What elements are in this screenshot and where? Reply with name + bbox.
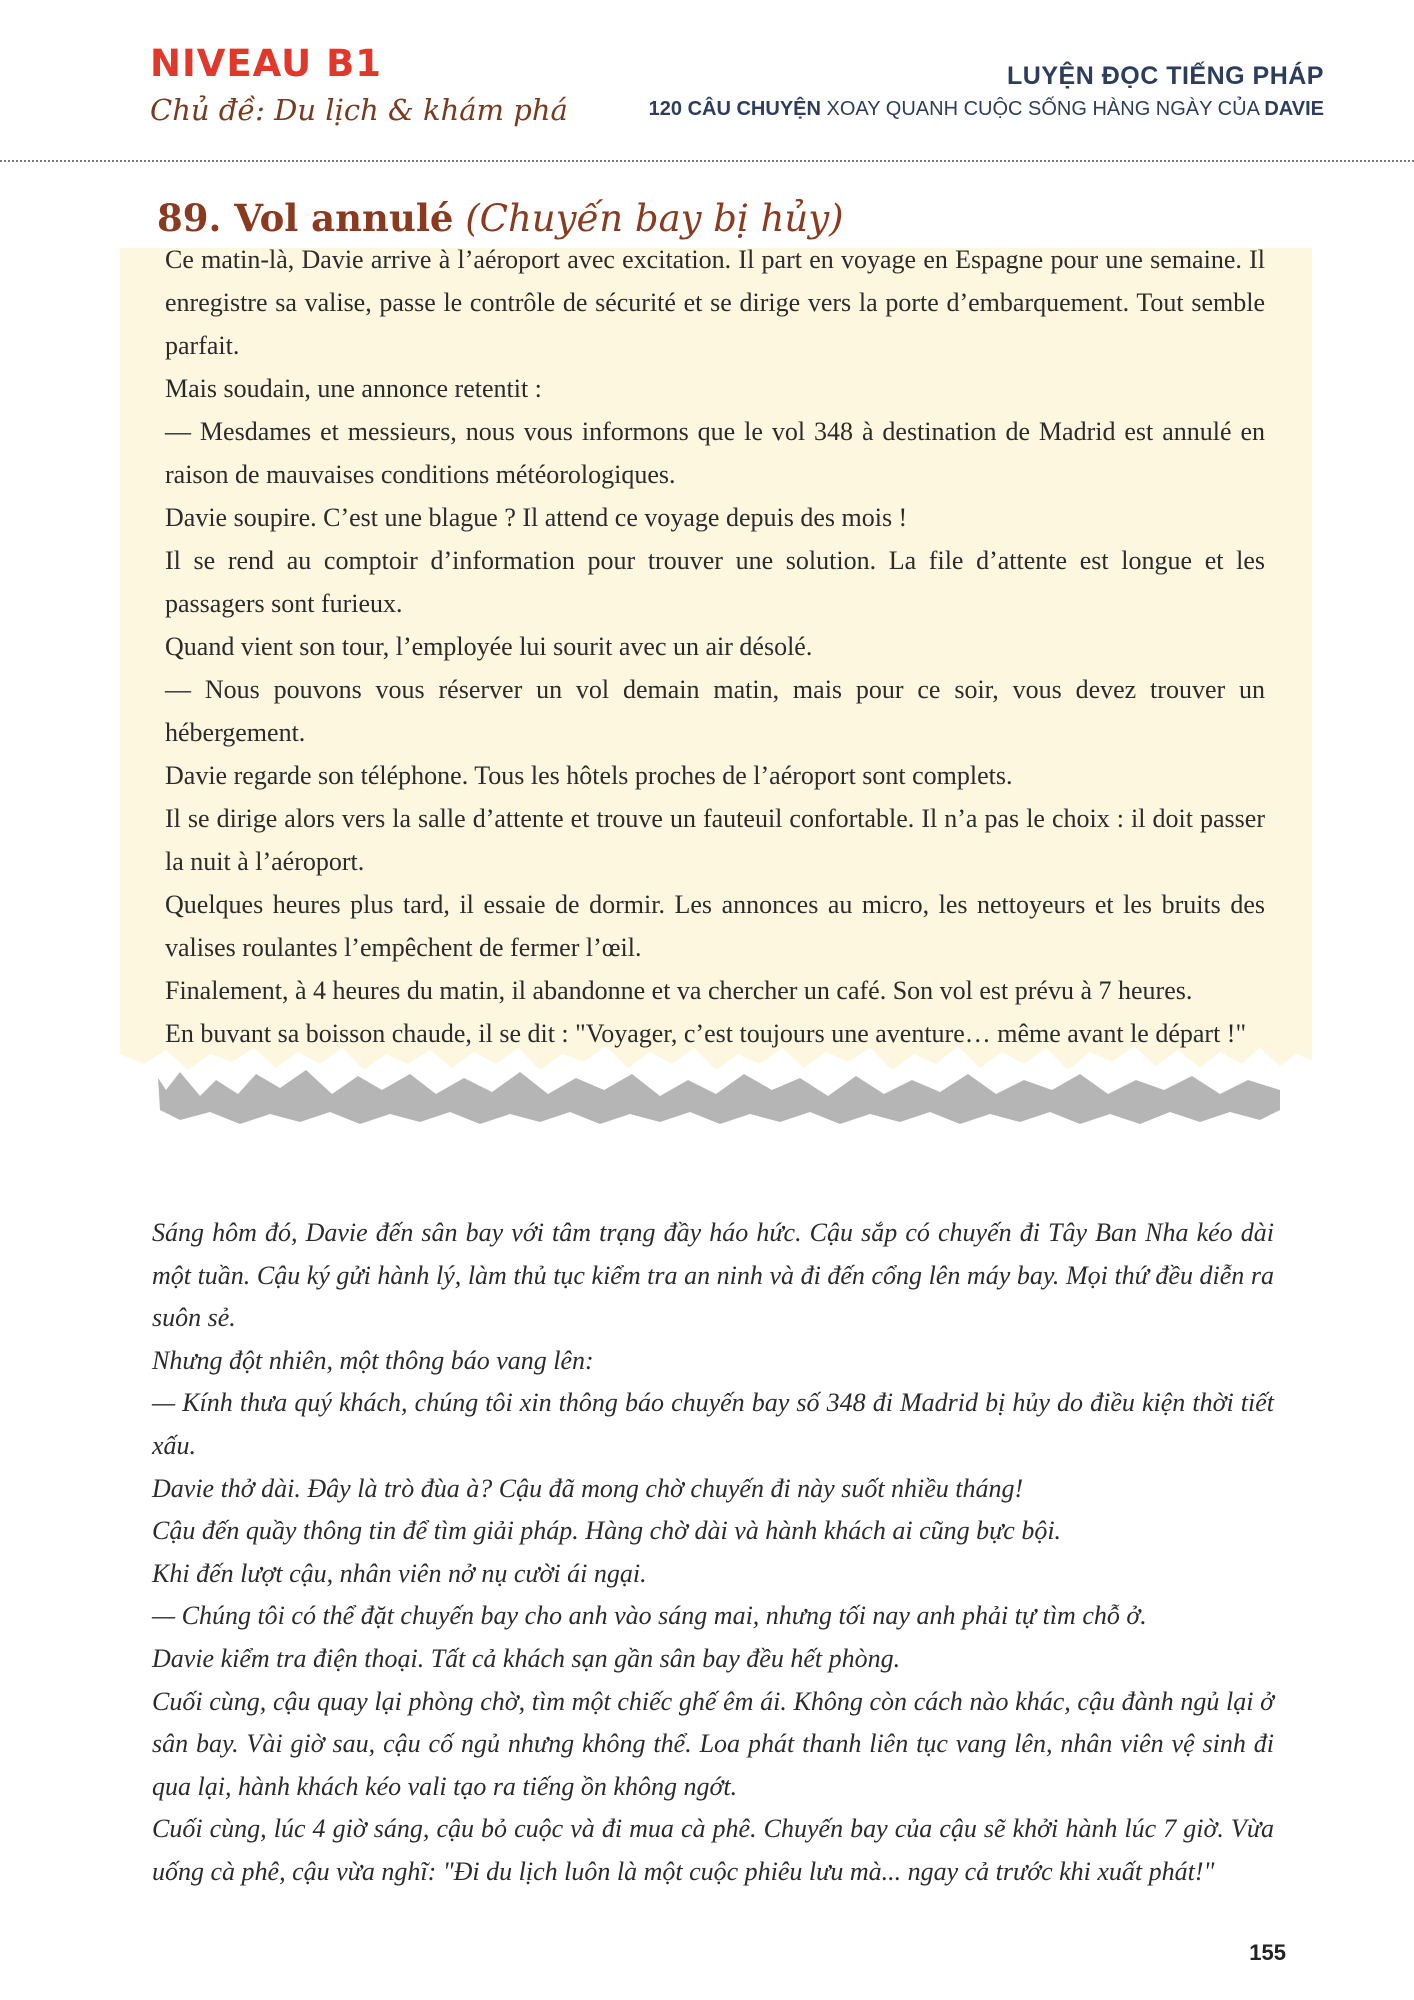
story-title [157, 195, 844, 242]
vietnamese-paragraph: Cậu đến quầy thông tin để tìm giải pháp. Hàng chờ dài và hành khách ai cũng bực bội. [152, 1516, 1062, 1546]
vietnamese-paragraph: Davie thở dài. Đây là trò đùa à? Cậu đã mong chờ chuyến đi này suốt nhiều tháng! [152, 1473, 1024, 1503]
header-divider [0, 160, 1414, 162]
french-paragraph: Quand vient son tour, l’employée lui sourit avec un air désolé. [165, 632, 813, 661]
topic-label: Chủ đề: Du lịch & khám phá [150, 93, 568, 127]
french-paragraph: — Mesdames et messieurs, nous vous informons que le vol 348 à destination de Madrid est annulé en raison de mauvaises conditions météorologiques. [165, 417, 1265, 489]
series-description: XOAY QUANH CUỘC SỐNG HÀNG NGÀY CỦA [820, 98, 1265, 120]
level-label: NIVEAU B1 [150, 42, 383, 85]
series-title: LUYỆN ĐỌC TIẾNG PHÁP [1007, 62, 1324, 90]
vietnamese-paragraph: Khi đến lượt cậu, nhân viên nở nụ cười ái ngại. [152, 1558, 647, 1588]
french-paragraph: Il se dirige alors vers la salle d’attente et trouve un fauteuil confortable. Il n’a pas le choix : il doit passer la nuit à l’aéroport. [165, 804, 1265, 876]
vietnamese-paragraph: Davie kiểm tra điện thoại. Tất cả khách sạn gần sân bay đều hết phòng. [152, 1643, 901, 1673]
french-paragraph: En buvant sa boisson chaude, il se dit : "Voyager, c’est toujours une aventure… même avant le départ !" [165, 1019, 1247, 1048]
story-title-french: 89. Vol annulé [157, 196, 454, 240]
header-left [150, 42, 568, 130]
french-paragraph: Ce matin-là, Davie arrive à l’aéroport avec excitation. Il part en voyage en Espagne pour une semaine. Il enregistre sa valise, passe le contrôle de sécurité et se dirige vers la porte d’embarquement. Tout semble parfait. [165, 245, 1265, 360]
french-paragraph: Davie soupire. C’est une blague ? Il attend ce voyage depuis des mois ! [165, 503, 908, 532]
french-paragraph: Davie regarde son téléphone. Tous les hôtels proches de l’aéroport sont complets. [165, 761, 1013, 790]
vietnamese-paragraph: Nhưng đột nhiên, một thông báo vang lên: [152, 1345, 594, 1375]
vietnamese-translation-text [152, 1212, 1274, 1894]
vietnamese-paragraph: Cuối cùng, cậu quay lại phòng chờ, tìm một chiếc ghế êm ái. Không còn cách nào khác, cậu đành ngủ lại ở sân bay. Vài giờ sau, cậu cố ngủ nhưng không thể. Loa phát thanh liên tục vang lên, nhân viên vệ sinh đi qua lại, hành khách kéo vali tạo ra tiếng ồn không ngớt. [152, 1686, 1274, 1801]
page-number: 155 [1249, 1940, 1286, 1965]
french-paragraph: Il se rend au comptoir d’information pour trouver une solution. La file d’attente est longue et les passagers sont furieux. [165, 546, 1265, 618]
header-right [649, 60, 1324, 124]
french-story-text [165, 238, 1265, 1055]
french-paragraph: Quelques heures plus tard, il essaie de dormir. Les annonces au micro, les nettoyeurs et les bruits des valises roulantes l’empêchent de fermer l’œil. [165, 890, 1265, 962]
french-paragraph: — Nous pouvons vous réserver un vol demain matin, mais pour ce soir, vous devez trouver un hébergement. [165, 675, 1265, 747]
french-paragraph: Mais soudain, une annonce retentit : [165, 374, 542, 403]
series-subtitle [649, 94, 1324, 124]
french-paragraph: Finalement, à 4 heures du matin, il abandonne et va chercher un café. Son vol est prévu à 7 heures. [165, 976, 1193, 1005]
series-name: DAVIE [1264, 98, 1324, 120]
vietnamese-paragraph: — Chúng tôi có thể đặt chuyến bay cho anh vào sáng mai, nhưng tối nay anh phải tự tìm chỗ ở. [152, 1601, 1147, 1631]
vietnamese-paragraph: Sáng hôm đó, Davie đến sân bay với tâm trạng đầy háo hức. Cậu sắp có chuyến đi Tây Ban Nha kéo dài một tuần. Cậu ký gửi hành lý, làm thủ tục kiểm tra an ninh và đi đến cổng lên máy bay. Mọi thứ đều diễn ra suôn sẻ. [152, 1218, 1274, 1333]
vietnamese-paragraph: Cuối cùng, lúc 4 giờ sáng, cậu bỏ cuộc và đi mua cà phê. Chuyến bay của cậu sẽ khởi hành lúc 7 giờ. Vừa uống cà phê, cậu vừa nghĩ: "Đi du lịch luôn là một cuộc phiêu lưu mà... ngay cả trước khi xuất phát!" [152, 1814, 1274, 1886]
series-count: 120 CÂU CHUYỆN [648, 98, 821, 120]
vietnamese-paragraph: — Kính thưa quý khách, chúng tôi xin thông báo chuyến bay số 348 đi Madrid bị hủy do điều kiện thời tiết xấu. [152, 1388, 1274, 1460]
story-title-vietnamese: (Chuyến bay bị hủy) [465, 197, 844, 240]
